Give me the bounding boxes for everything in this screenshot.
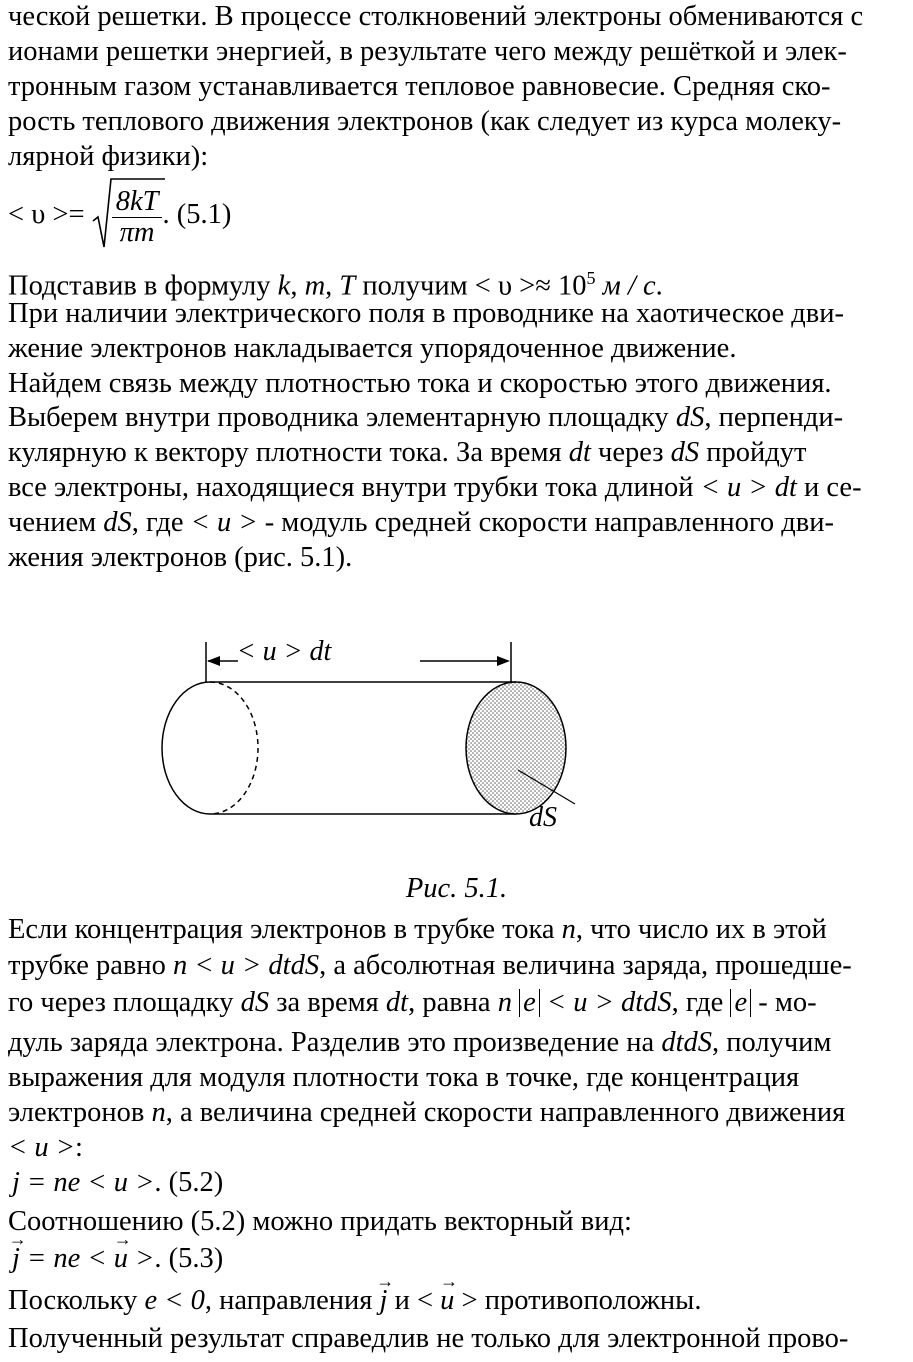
text-span: дуль заряда электрона. Разделив это произведение на: [8, 1027, 655, 1058]
fraction-numerator: 8kT: [112, 187, 163, 218]
text-line: При наличии электрического поля в проводнике на хаотическое дви-: [8, 298, 844, 329]
arrowhead-right: [497, 656, 510, 666]
formula-5-3: [12, 1242, 223, 1276]
formula-mid: = ne <: [19, 1243, 107, 1274]
text-line: Найдем связь между плотностью тока и скоростью этого движения.: [8, 368, 832, 399]
math-gt: >: [461, 1285, 478, 1316]
text-span: все электроны, находящиеся внутри трубки тока длиной: [8, 472, 694, 503]
vector-j: → j: [380, 1284, 388, 1318]
text-line: [8, 986, 817, 1020]
text-line: рость теплового движения электронов (как следует из курса молеку-: [8, 106, 842, 137]
text-span: Выберем внутри проводника элементарную площадку: [8, 402, 669, 433]
text-span: через: [598, 437, 664, 468]
text-span: :: [74, 1132, 83, 1163]
math-unit: м / с: [602, 270, 656, 302]
figure-current-tube: [0, 620, 913, 870]
text-line: [8, 401, 843, 435]
sqrt-radical: [92, 177, 163, 255]
text-span: трубке равно: [8, 950, 166, 981]
text-line: [8, 506, 834, 540]
left-ellipse-back: [210, 682, 258, 814]
text-line: выражения для модуля плотности тока в точке, где концентрация: [8, 1062, 800, 1093]
vector-j: → j: [12, 1242, 20, 1276]
math-n: n: [151, 1097, 166, 1128]
text-line: тронным газом устанавливается тепловое равновесие. Средняя ско-: [8, 71, 831, 102]
math-dtdS: dtdS: [661, 1027, 712, 1058]
text-line: [8, 1096, 845, 1130]
text-span: кулярную к вектору плотности тока. За время: [8, 437, 562, 468]
text-span: и се-: [804, 472, 862, 503]
text-line: [8, 1131, 83, 1165]
text-line: Подставив в формулу k, m, T получим < $\upsilon >\approx 10^5$ м / с.: [8, 268, 663, 302]
math-m: m: [304, 270, 326, 302]
text-line: лярной физики):: [8, 141, 209, 172]
math-dS: dS: [675, 402, 705, 433]
math-dt: dt: [568, 437, 591, 468]
text-span: и: [394, 1285, 410, 1316]
math-dS: dS: [240, 987, 270, 1018]
math-abs-e: e: [519, 989, 540, 1017]
label-dS: dS: [529, 802, 557, 833]
text-span: электронов: [8, 1097, 145, 1128]
math-abs-e: e: [730, 989, 751, 1017]
text-span: , а абсолютная величина заряда, прошедше-: [319, 950, 852, 981]
text-line: [8, 1026, 831, 1060]
text-span: пройдут: [706, 437, 807, 468]
math-k: k: [277, 270, 291, 302]
math-n: n: [497, 987, 512, 1018]
math-dS: dS: [670, 437, 700, 468]
equation-number: . (5.3): [154, 1243, 224, 1274]
formula-5-1: [8, 176, 231, 255]
text-line: ческой решетки. В процессе столкновений электроны обмениваются с: [8, 1, 864, 32]
math-u-avg: < u >: [190, 507, 258, 538]
text-line: [8, 471, 862, 505]
text-span: , равна: [408, 987, 491, 1018]
text-line: [8, 1284, 701, 1318]
text-span: Поскольку: [8, 1285, 138, 1316]
text-span: , где: [671, 987, 724, 1018]
text-span: , где: [131, 507, 184, 538]
text-span: за время: [276, 987, 379, 1018]
vector-u: → u: [114, 1242, 128, 1276]
math-lt: <: [416, 1285, 434, 1316]
vector-u: → u: [440, 1284, 454, 1318]
text-span: , направления: [204, 1285, 373, 1316]
text-line: жения электронов (рис. 5.1).: [8, 542, 353, 573]
math-exponent: 5: [586, 268, 596, 288]
math-u-dt: < u > dt: [700, 472, 797, 503]
text-line: Соотношению (5.2) можно придать векторный вид:: [8, 1206, 632, 1237]
math-n: n: [561, 914, 576, 945]
math-T: T: [339, 270, 356, 302]
area-dS: [466, 682, 566, 814]
text-line: жение электронов накладывается упорядоченное движение.: [8, 333, 737, 364]
equation-number: . (5.2): [154, 1167, 224, 1198]
text-span: го через площадку: [8, 987, 234, 1018]
formula-j: j = ne < u >: [12, 1167, 155, 1198]
text-span: - мо-: [758, 987, 817, 1018]
text-span: , перпенди-: [704, 402, 844, 433]
figure-caption: Рис. 5.1.: [405, 873, 508, 904]
text-span: чением: [8, 507, 97, 538]
text-line: Полученный результат справедлив не только для электронной прово-: [8, 1323, 849, 1354]
text-span: - модуль средней скорости направленного дви-: [264, 507, 834, 538]
formula-5-2: [12, 1166, 223, 1200]
text-span: , получим: [712, 1027, 832, 1058]
equation-number: . (5.1): [162, 199, 232, 230]
text-line: [8, 436, 806, 470]
math-u-avg: < u >: [8, 1132, 75, 1163]
formula-lhs: < υ >=: [8, 199, 85, 230]
text-line: [8, 913, 827, 947]
text-span: Подставив в формулу: [8, 270, 271, 302]
math-e-lt-0: e < 0: [144, 1285, 205, 1316]
text-span: , а величина средней скорости направленного движения: [165, 1097, 846, 1128]
fraction-denominator: πm: [119, 217, 155, 249]
text-span: противоположны.: [484, 1285, 702, 1316]
text-span: , что число их в этой: [575, 914, 827, 945]
math-dt: dt: [385, 987, 409, 1018]
label-u-dt: < u > dt: [236, 636, 332, 667]
arrowhead-left: [207, 656, 220, 666]
math-dS: dS: [103, 507, 132, 538]
text-span: Если концентрация электронов в трубке тока: [8, 914, 555, 945]
math-approx: < υ >≈ 10: [474, 270, 587, 302]
formula-end: >: [128, 1243, 155, 1274]
text-line: [8, 949, 852, 983]
left-ellipse-front: [162, 682, 210, 814]
text-line: ионами решетки энергией, в результате чего между решёткой и элек-: [8, 36, 847, 67]
math-n-u-dtdS: n < u > dtdS: [172, 950, 320, 981]
math-u-dtdS: < u > dtdS: [546, 987, 672, 1018]
text-span: получим: [362, 270, 468, 302]
